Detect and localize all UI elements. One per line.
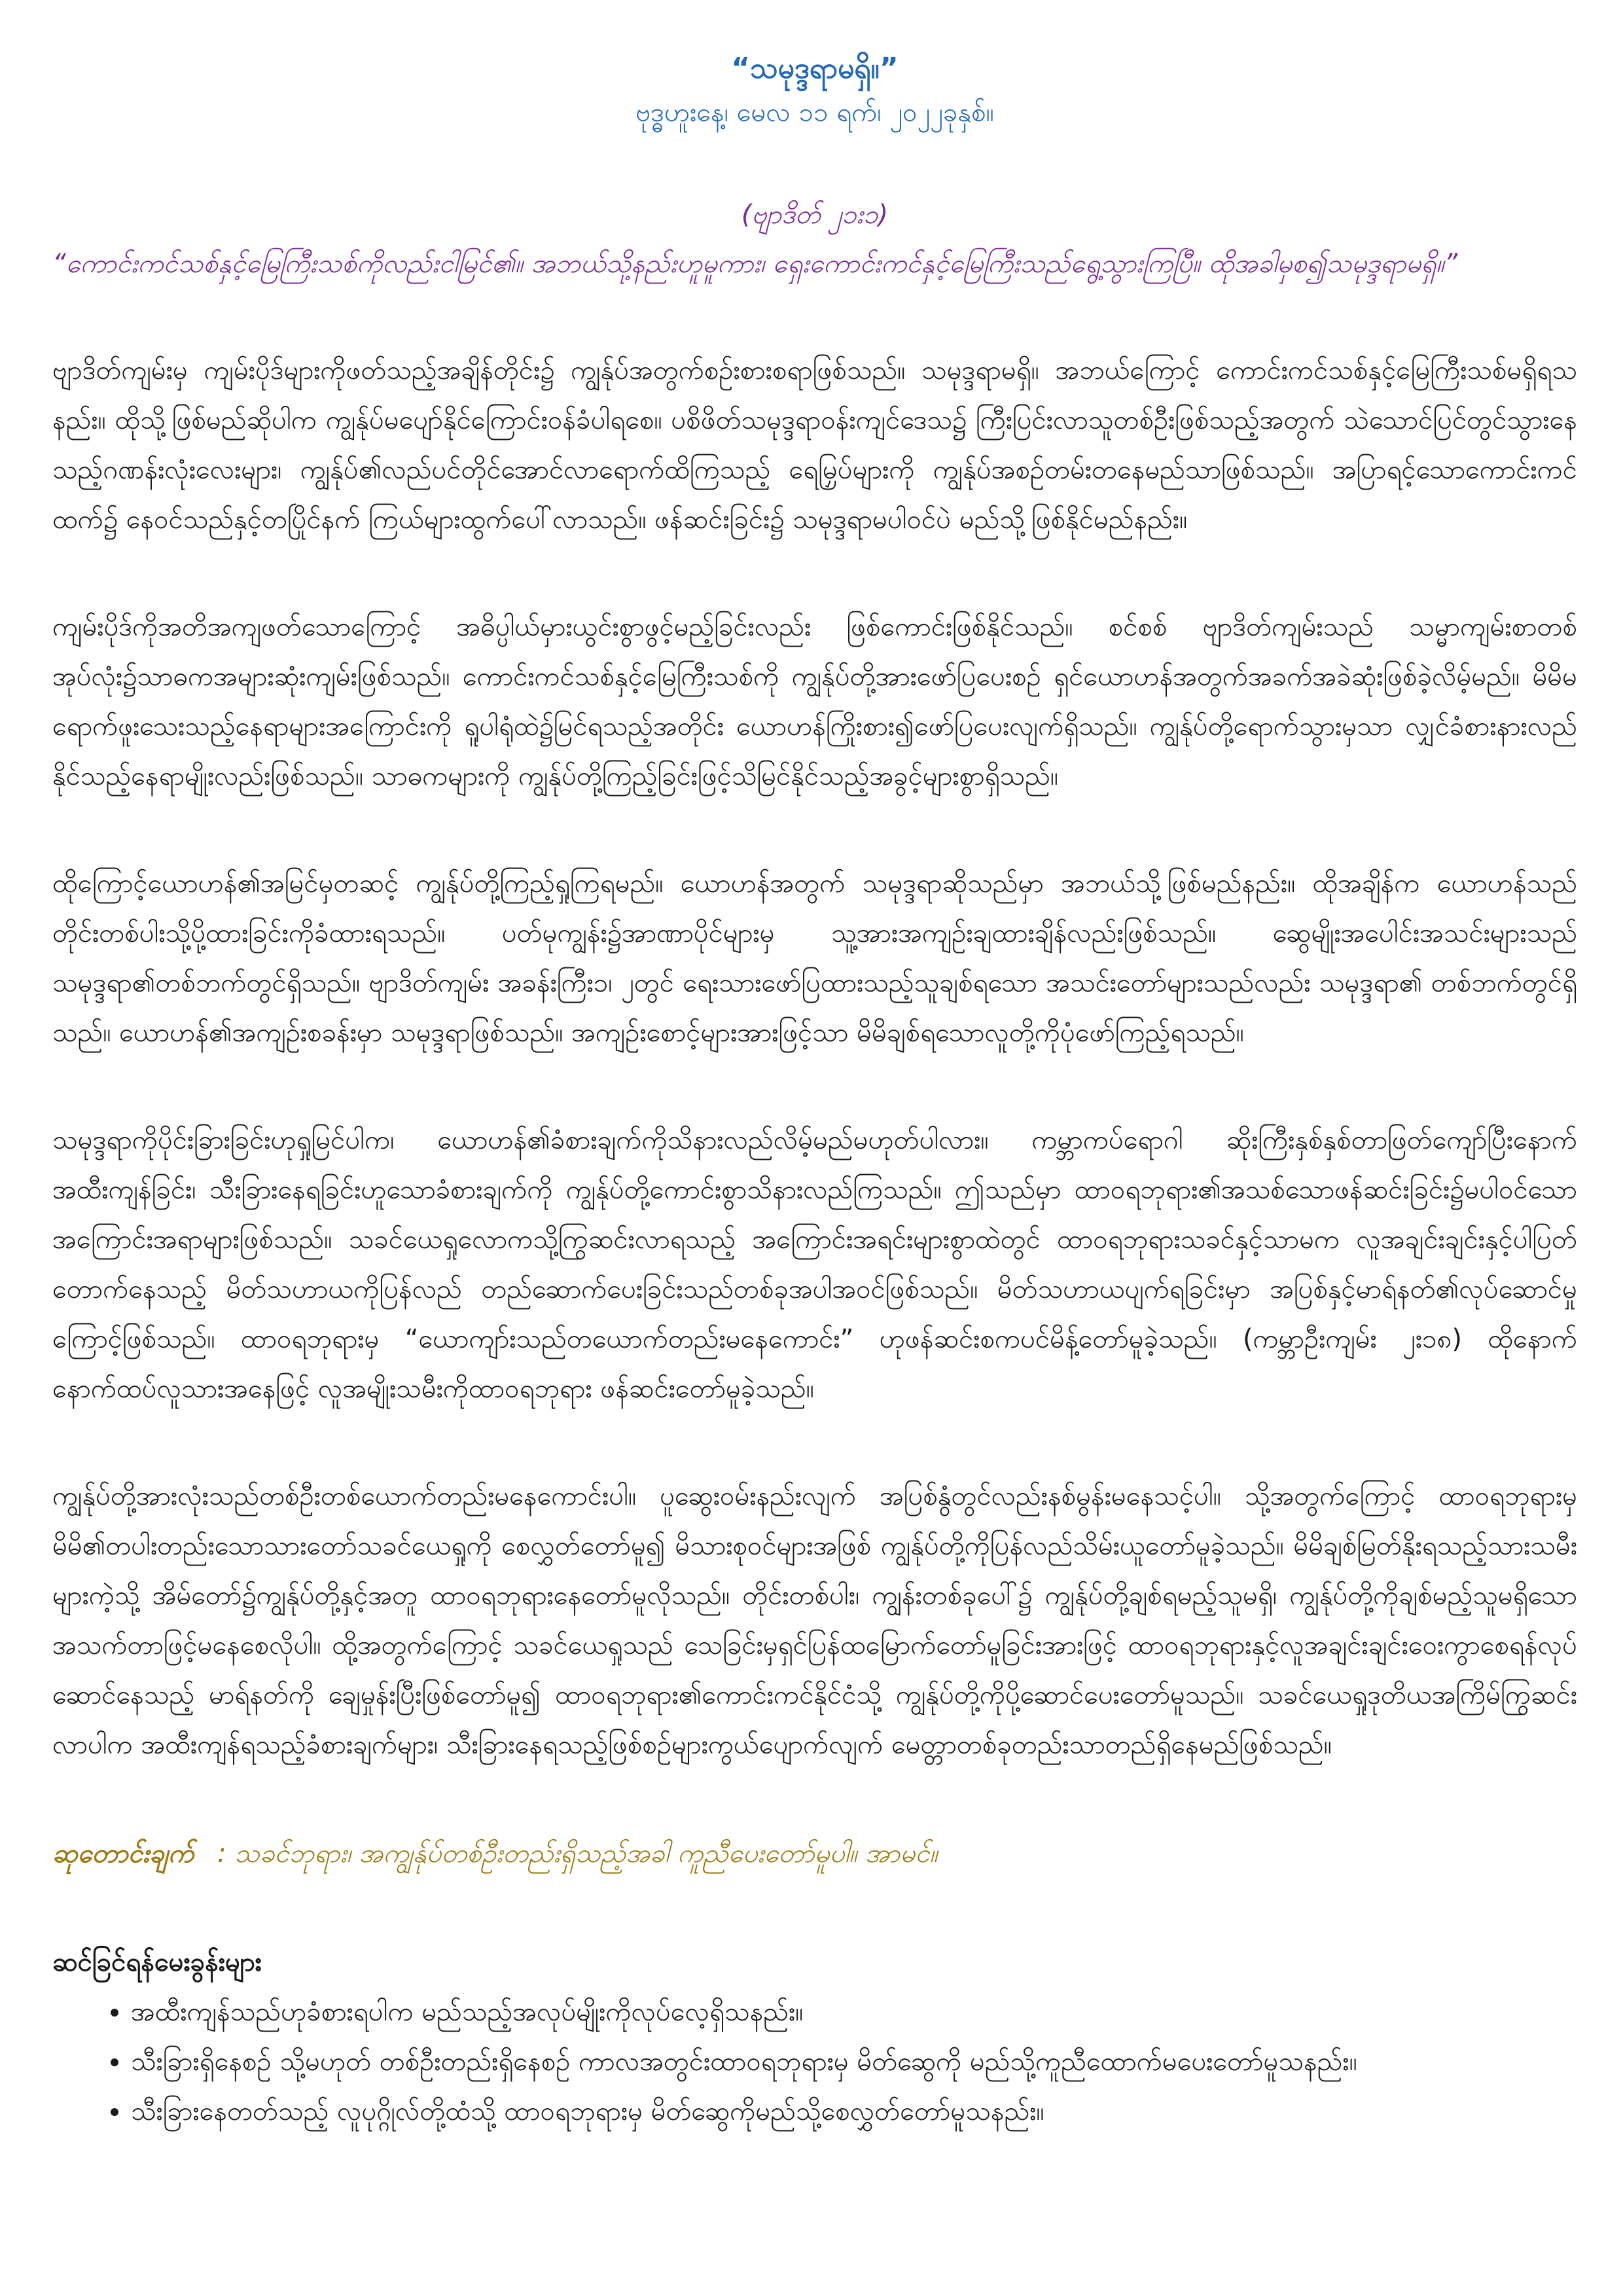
prayer-text: : သခင်ဘုရား၊ အကျွန်ုပ်တစ်ဦးတည်းရှိသည့်အခါ ကူညီပေးတော်မူပါ။ အာမင်။ (217, 1839, 938, 1869)
questions-heading: ဆင်ခြင်ရန်မေးခွန်းများ (52, 1947, 262, 1977)
list-item: • သီးခြားနေတတ်သည့် လူပုဂ္ဂိုလ်တို့ထံသို့ ထာဝရဘုရားမှ မိတ်ဆွေကိုမည်သို့စေလွှတ်တော်မူသနည်း။ (131, 2087, 1577, 2136)
body-paragraph-2: ကျမ်းပိုဒ်ကိုအတိအကျဖတ်သောကြောင့် အဓိပ္ပါယ်မှားယွင်းစွာဖွင့်မည့်ခြင်းလည်း ဖြစ်ကောင်းဖြစ်နိုင်သည်။ စင်စစ် ဗျာဒိတ်ကျမ်းသည် သမ္မာကျမ်းစာတစ်အုပ်လုံး၌သာဓကအများဆုံးကျမ်းဖြစ်သည်။ ကောင်းကင်သစ်နှင့်မြေကြီးသစ်ကို ကျွန်ုပ်တို့အားဖော်ပြပေးစဉ် ရှင်ယောဟန်အတွက်အခက်အခဲဆုံးဖြစ်ခဲ့လိမ့်မည်။ မိမိမရောက်ဖူးသေးသည့်နေရာများအကြောင်းကို ရူပါရုံထဲ၌မြင်ရသည့်အတိုင်း ယောဟန်ကြိုးစား၍ဖော်ပြပေးလျက်ရှိသည်။ ကျွန်ုပ်တို့ရောက်သွားမှသာ လျှင်ခံစားနားလည်နိုင်သည့်နေရာမျိုးလည်းဖြစ်သည်။ သာဓကများကို ကျွန်ုပ်တို့ကြည့်ခြင်းဖြင့်သိမြင်နိုင်သည့်အခွင့်များစွာရှိသည်။ (52, 612, 1577, 791)
body-paragraph-4: သမုဒ္ဒရာကိုပိုင်းခြားခြင်းဟုရှုမြင်ပါက၊ ယောဟန်၏ခံစားချက်ကိုသိနားလည်လိမ့်မည်မဟုတ်ပါလား။ ကမ္ဘာကပ်ရောဂါ ဆိုးကြီးနှစ်နှစ်တာဖြတ်ကျော်ပြီးနောက် အထီးကျန်ခြင်း၊ သီးခြားနေရခြင်းဟူသောခံစားချက်ကို ကျွန်ုပ်တို့ကောင်းစွာသိနားလည်ကြသည်။ ဤသည်မှာ ထာဝရဘုရား၏အသစ်သောဖန်ဆင်းခြင်း၌မပါဝင်သော အကြောင်းအရာများဖြစ်သည်။ သခင်ယေရှုလောကသို့ကြွဆင်းလာရသည့် အကြောင်းအရင်းများစွာထဲတွင် ထာဝရဘုရားသခင်နှင့်သာမက လူအချင်းချင်းနှင့်ပါပြတ်တောက်နေသည့် မိတ်သဟာယကိုပြန်လည် တည်ဆောက်ပေးခြင်းသည်တစ်ခုအပါအဝင်ဖြစ်သည်။ မိတ်သဟာယပျက်ရခြင်းမှာ အပြစ်နှင့်မာရ်နတ်၏လုပ်ဆောင်မှုကြောင့်ဖြစ်သည်။ ထာဝရဘုရားမှ “ယောကျာ်းသည်တယောက်တည်းမနေကောင်း” ဟုဖန်ဆင်းစကပင်မိန့်တော်မူခဲ့သည်။ (ကမ္ဘာဦးကျမ်း ၂း၁၈) ထိုနောက် နောက်ထပ်လူသားအနေဖြင့် လူအမျိုးသမီးကိုထာဝရဘုရား ဖန်ဆင်းတော်မူခဲ့သည်။ (52, 1125, 1577, 1404)
list-item: • အထီးကျန်သည်ဟုခံစားရပါက မည်သည့်အလုပ်မျိုးကိုလုပ်လေ့ရှိသနည်း။ (131, 1987, 1577, 2037)
list-item: • သီးခြားရှိနေစဉ် သို့မဟုတ် တစ်ဦးတည်းရှိနေစဉ် ကာလအတွင်းထာဝရဘုရားမှ မိတ်ဆွေကို မည်သို့ကူညီထောက်မပေးတော်မူသနည်း။ (131, 2037, 1577, 2087)
questions-list (52, 1987, 1577, 2136)
date-line: ဗုဒ္ဓဟူးနေ့၊ မေလ ၁၁ ရက်၊ ၂၀၂၂ခုနှစ်။ (635, 98, 994, 128)
prayer-section (52, 1829, 1577, 1878)
body-paragraph-5: ကျွန်ုပ်တို့အားလုံးသည်တစ်ဦးတစ်ယောက်တည်းမနေကောင်းပါ။ ပူဆွေးဝမ်းနည်းလျက် အပြစ်နွံတွင်လည်းနစ်မွန်းမနေသင့်ပါ။ သို့အတွက်ကြောင့် ထာဝရဘုရားမှ မိမိ၏တပါးတည်းသောသားတော်သခင်ယေရှုကို စေလွှတ်တော်မူ၍ မိသားစုဝင်များအဖြစ် ကျွန်ုပ်တို့ကိုပြန်လည်သိမ်းယူတော်မူခဲ့သည်။ မိမိချစ်မြတ်နိုးရသည့်သားသမီးများကဲ့သို့ အိမ်တော်၌ကျွန်ုပ်တို့နှင့်အတူ ထာဝရဘုရားနေတော်မူလိုသည်။ တိုင်းတစ်ပါး၊ ကျွန်းတစ်ခုပေါ်၌ ကျွန်ုပ်တို့ချစ်ရမည့်သူမရှိ၊ ကျွန်ုပ်တို့ကိုချစ်မည့်သူမရှိသော အသက်တာဖြင့်မနေစေလိုပါ။ ထို့အတွက်ကြောင့် သခင်ယေရှုသည် သေခြင်းမှရှင်ပြန်ထမြောက်တော်မူခြင်းအားဖြင့် ထာဝရဘုရားနှင့်လူအချင်းချင်းဝေးကွာစေရန်လုပ်ဆောင်နေသည့် မာရ်နတ်ကို ချေမှုန်းပြီးဖြစ်တော်မူ၍ ထာဝရဘုရား၏ကောင်းကင်နိုင်ငံသို့ ကျွန်ုပ်တို့ကိုပို့ဆောင်ပေးတော်မူသည်။ သခင်ယေရှုဒုတိယအကြိမ်ကြွဆင်းလာပါက အထီးကျန်ရသည့်ခံစားချက်များ၊ သီးခြားနေရသည့်ဖြစ်စဉ်များကွယ်ပျောက်လျက် မေတ္တာတစ်ခုတည်းသာတည်ရှိနေမည်ဖြစ်သည်။ (52, 1481, 1577, 1760)
devotional-page (52, 46, 1577, 2136)
verse-reference: (ဗျာဒိတ် ၂၁း၁) (741, 200, 889, 230)
body-paragraph-1: ဗျာဒိတ်ကျမ်းမှ ကျမ်းပိုဒ်များကိုဖတ်သည့်အချိန်တိုင်း၌ ကျွန်ုပ်အတွက်စဉ်းစားစရာဖြစ်သည်။ သမုဒ္ဒရာမရှိ။ အဘယ်ကြောင့် ကောင်းကင်သစ်နှင့်မြေကြီးသစ်မရှိရသနည်း။ ထိုသို့ဖြစ်မည်ဆိုပါက ကျွန်ုပ်မပျော်နိုင်ကြောင်းဝန်ခံပါရစေ။ ပစိဖိတ်သမုဒ္ဒရာဝန်းကျင်ဒေသ၌ ကြီးပြင်းလာသူတစ်ဦးဖြစ်သည့်အတွက် သဲသောင်ပြင်တွင်သွားနေသည့်ဂဏန်းလုံးလေးများ၊ ကျွန်ုပ်၏လည်ပင်တိုင်အောင်လာရောက်ထိကြသည့် ရေမြှပ်များကို ကျွန်ုပ်အစဉ်တမ်းတနေမည်သာဖြစ်သည်။ အပြာရင့်သောကောင်းကင်ထက်၌ နေဝင်သည်နှင့်တပြိုင်နက် ကြယ်များထွက်ပေါ်လာသည်။ ဖန်ဆင်းခြင်း၌ သမုဒ္ဒရာမပါဝင်ပဲ မည်သို့ဖြစ်နိုင်မည်နည်း။ (52, 355, 1577, 535)
body-paragraph-3: ထိုကြောင့်ယောဟန်၏အမြင်မှတဆင့် ကျွန်ုပ်တို့ကြည့်ရှုကြရမည်။ ယောဟန်အတွက် သမုဒ္ဒရာဆိုသည်မှာ အဘယ်သို့ဖြစ်မည်နည်း။ ထိုအချိန်က ယောဟန်သည် တိုင်းတစ်ပါးသို့ပို့ထားခြင်းကိုခံထားရသည်။ ပတ်မုကျွန်း၌အာဏာပိုင်များမှ သူ့အားအကျဉ်းချထားချိန်လည်းဖြစ်သည်။ ဆွေမျိုးအပေါင်းအသင်းများသည် သမုဒ္ဒရာ၏တစ်ဘက်တွင်ရှိသည်။ ဗျာဒိတ်ကျမ်း အခန်းကြီး၁၊ ၂တွင် ရေးသားဖော်ပြထားသည့်သူချစ်ရသော အသင်းတော်များသည်လည်း သမုဒ္ဒရာ၏ တစ်ဘက်တွင်ရှိသည်။ ယောဟန်၏အကျဉ်းစခန်းမှာ သမုဒ္ဒရာဖြစ်သည်။ အကျဉ်းစောင့်များအားဖြင့်သာ မိမိချစ်ရသောလူတို့ကိုပုံဖော်ကြည့်ရသည်။ (52, 869, 1577, 1048)
page-title: “သမုဒ္ဒရာမရှိ။” (731, 52, 899, 85)
verse-text: “ကောင်းကင်သစ်နှင့်မြေကြီးသစ်ကိုလည်းငါမြင်၏။ အဘယ်သို့နည်းဟူမူကား၊ ရှေးကောင်းကင်နှင့်မြေကြီးသည်ရွေ့သွားကြပြီ။ ထိုအခါမှစ၍သမုဒ္ဒရာမရှိ။” (52, 249, 1458, 279)
prayer-label: ဆုတောင်းချက် (52, 1839, 194, 1869)
